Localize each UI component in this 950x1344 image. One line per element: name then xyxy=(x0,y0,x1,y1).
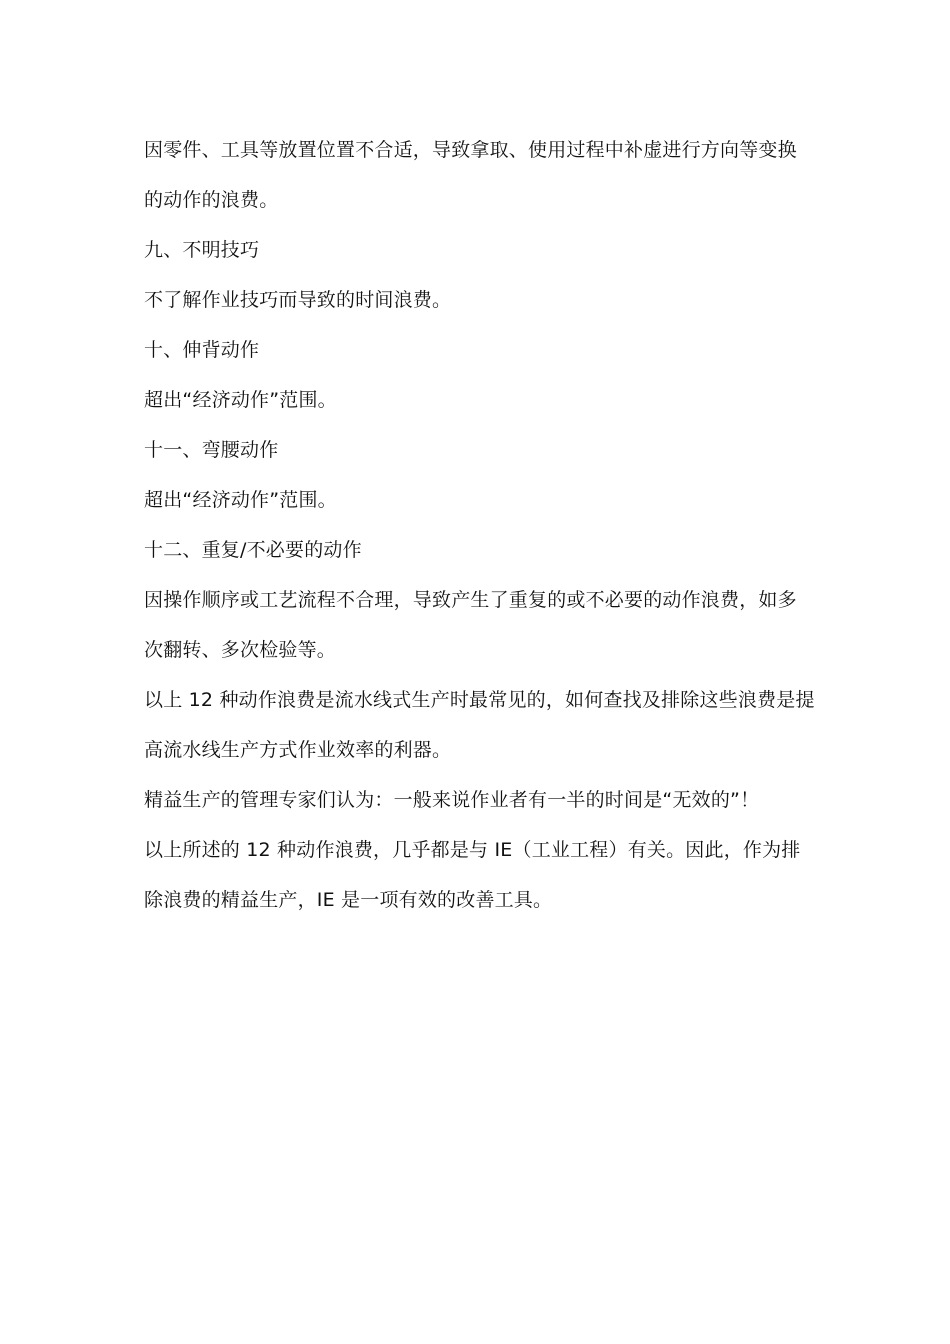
document-body xyxy=(144,137,816,937)
section-heading: 十一、弯腰动作 xyxy=(144,439,279,461)
paragraph-line: 的动作的浪费。 xyxy=(144,189,279,211)
paragraph-line: 以上 12 种动作浪费是流水线式生产时最常见的，如何查找及排除这些浪费是提 xyxy=(144,689,815,711)
section-heading: 十、伸背动作 xyxy=(144,339,260,361)
paragraph-line: 高流水线生产方式作业效率的利器。 xyxy=(144,739,452,761)
paragraph-line: 不了解作业技巧而导致的时间浪费。 xyxy=(144,289,452,311)
paragraph-line: 次翻转、多次检验等。 xyxy=(144,639,337,661)
section-heading: 十二、重复/不必要的动作 xyxy=(144,539,362,561)
section-heading: 九、不明技巧 xyxy=(144,239,260,261)
paragraph-line: 因操作顺序或工艺流程不合理，导致产生了重复的或不必要的动作浪费，如多 xyxy=(144,589,797,611)
paragraph-line: 除浪费的精益生产，IE 是一项有效的改善工具。 xyxy=(144,889,553,911)
paragraph-line: 精益生产的管理专家们认为：一般来说作业者有一半的时间是“无效的”！ xyxy=(144,789,760,811)
paragraph-line: 超出“经济动作”范围。 xyxy=(144,489,337,511)
paragraph-line: 以上所述的 12 种动作浪费，几乎都是与 IE（工业工程）有关。因此，作为排 xyxy=(144,839,801,861)
paragraph-line: 超出“经济动作”范围。 xyxy=(144,389,337,411)
paragraph-line: 因零件、工具等放置位置不合适，导致拿取、使用过程中补虚进行方向等变换 xyxy=(144,139,797,161)
